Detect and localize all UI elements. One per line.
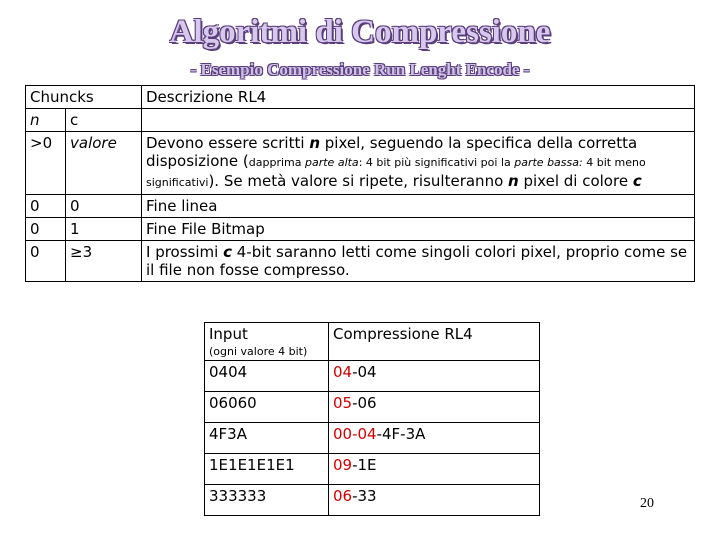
desc-var-c: c — [223, 243, 232, 261]
example-output — [329, 392, 540, 423]
table-row — [26, 241, 695, 282]
cell-n: >0 — [26, 132, 66, 195]
cell-n: 0 — [26, 195, 66, 218]
example-input: 0404 — [205, 361, 329, 392]
subheader-empty — [142, 109, 695, 132]
output-rest: -06 — [352, 394, 377, 412]
desc-text: Devono essere scritti — [146, 134, 310, 152]
desc-var-n: n — [309, 134, 320, 152]
desc-small-italic: parte bassa: — [514, 156, 583, 169]
example-header-output: Compressione RL4 — [329, 323, 540, 361]
cell-n: 0 — [26, 241, 66, 282]
output-count: 00-04 — [333, 425, 377, 443]
cell-c: valore — [66, 132, 142, 195]
desc-small: dapprima — [248, 156, 305, 169]
table-header-row — [26, 86, 695, 109]
cell-description — [142, 132, 695, 195]
table-row — [205, 361, 540, 392]
cell-c: 1 — [66, 218, 142, 241]
output-rest: -33 — [352, 487, 377, 505]
input-label: Input — [209, 325, 248, 343]
example-header-input — [205, 323, 329, 361]
output-rest: -4F-3A — [376, 425, 426, 443]
cell-description: Fine linea — [142, 195, 695, 218]
table-subheader-row — [26, 109, 695, 132]
table-row — [205, 454, 540, 485]
desc-text: 4-bit saranno letti come singoli colori pixel, proprio come se il file non fosse compresso. — [146, 243, 688, 279]
table-row — [205, 392, 540, 423]
output-count: 04 — [333, 363, 353, 381]
example-output — [329, 454, 540, 485]
example-header-row — [205, 323, 540, 361]
page-number: 20 — [640, 496, 654, 511]
cell-c: ≥3 — [66, 241, 142, 282]
example-input: 4F3A — [205, 423, 329, 454]
cell-c: 0 — [66, 195, 142, 218]
header-description: Descrizione RL4 — [142, 86, 695, 109]
desc-small-italic: parte alta — [305, 156, 359, 169]
example-table — [204, 322, 540, 516]
desc-text: pixel, seguendo la specifica della corretta disposizione ( — [146, 134, 638, 170]
desc-var-n: n — [508, 172, 519, 190]
cell-description: Fine File Bitmap — [142, 218, 695, 241]
desc-var-c: c — [632, 172, 642, 190]
cell-description — [142, 241, 695, 282]
header-chunks: Chuncks — [26, 86, 142, 109]
subheader-c: c — [66, 109, 142, 132]
table-row — [26, 218, 695, 241]
table-row — [26, 195, 695, 218]
example-input: 06060 — [205, 392, 329, 423]
example-output — [329, 361, 540, 392]
table-row — [26, 132, 695, 195]
output-rest: -1E — [352, 456, 377, 474]
output-count: 05 — [333, 394, 353, 412]
output-count: 06 — [333, 487, 353, 505]
chunks-table — [25, 85, 695, 282]
table-row — [205, 423, 540, 454]
desc-small: 4 bit meno significativi — [146, 156, 646, 189]
example-output — [329, 485, 540, 516]
slide-title: Algoritmi di Compressione — [169, 14, 551, 50]
example-output — [329, 423, 540, 454]
example-input: 333333 — [205, 485, 329, 516]
subheader-n: n — [26, 109, 66, 132]
desc-text: ). Se metà valore si ripete, risulteranno — [208, 172, 509, 190]
desc-text: pixel di colore — [518, 172, 633, 190]
desc-text: I prossimi — [146, 243, 224, 261]
slide-subtitle: - Esempio Compressione Run Lenght Encode - — [190, 60, 530, 79]
desc-small: : 4 bit più significativi poi la — [358, 156, 515, 169]
table-row — [205, 485, 540, 516]
input-note: (ogni valore 4 bit) — [209, 345, 308, 358]
output-rest: -04 — [352, 363, 377, 381]
output-count: 09 — [333, 456, 353, 474]
example-input: 1E1E1E1E1 — [205, 454, 329, 485]
cell-n: 0 — [26, 218, 66, 241]
